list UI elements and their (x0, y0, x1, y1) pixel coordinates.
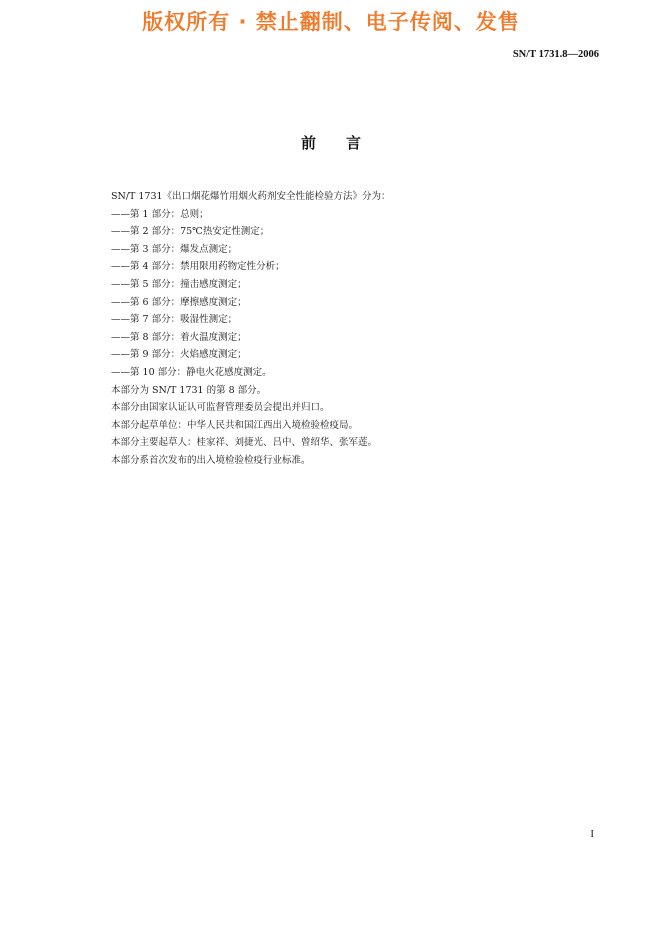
list-item-part-8: ——第 8 部分：着火温度测定； (111, 331, 247, 343)
list-item-part-10: ——第 10 部分：静电火花感度测定。 (111, 366, 272, 378)
list-item-part-7: ——第 7 部分：吸湿性测定； (111, 314, 238, 326)
text-line-series-intro: SN/T 1731《出口烟花爆竹用烟火药剂安全性能检验方法》分为： (111, 191, 391, 202)
list-item-part-1: ——第 1 部分：总则； (111, 208, 209, 220)
list-item-part-2: ——第 2 部分：75℃热安定性测定； (111, 226, 270, 238)
list-item-part-3: ——第 3 部分：爆发点测定； (111, 243, 238, 255)
foreword-body (111, 188, 591, 470)
text-line-proposer: 本部分由国家认证认可监督管理委员会提出并归口。 (111, 402, 330, 414)
text-line-this-part: 本部分为 SN/T 1731 的第 8 部分。 (111, 384, 267, 396)
list-item-part-9: ——第 9 部分：火焰感度测定； (111, 349, 247, 361)
page-title: 前言 (300, 134, 391, 152)
text-line-first-release: 本部分系首次发布的出入境检验检疫行业标准。 (111, 454, 311, 466)
list-item-part-5: ——第 5 部分：撞击感度测定； (111, 278, 247, 290)
standard-code: SN/T 1731.8—2006 (512, 49, 599, 60)
list-item-part-6: ——第 6 部分：摩擦感度测定； (111, 296, 247, 308)
page-number: I (590, 828, 594, 840)
list-item-part-4: ——第 4 部分：禁用限用药物定性分析； (111, 261, 285, 273)
copyright-banner: 版权所有 · 禁止翻制、电子传阅、发售 (142, 10, 520, 34)
text-line-drafting-unit: 本部分起草单位：中华人民共和国江西出入境检验检疫局。 (111, 419, 359, 431)
text-line-drafters: 本部分主要起草人：桂家祥、刘捷光、吕中、曾绍华、张军莲。 (111, 437, 378, 449)
